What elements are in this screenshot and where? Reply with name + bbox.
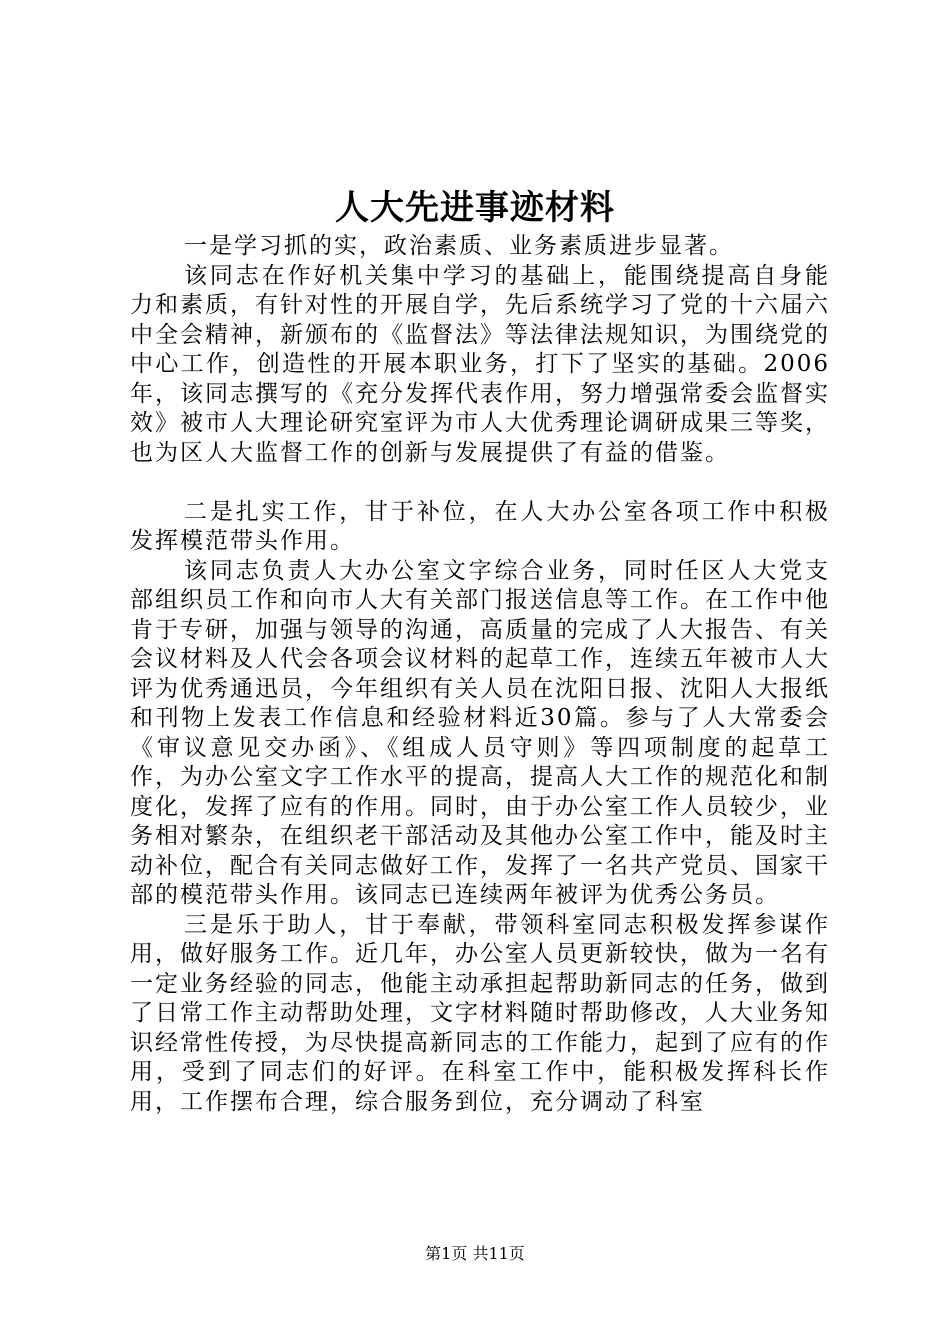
paragraph-1: 一是学习抓的实，政治素质、业务素质进步显著。 xyxy=(184,233,734,259)
document-body xyxy=(130,232,830,1117)
document-title: 人大先进事迹材料 xyxy=(335,188,615,228)
page-footer: 第1页 共11页 xyxy=(425,1244,525,1263)
paragraph-4: 该同志负责人大办公室文字综合业务，同时任区人大党支部组织员工作和向市人大有关部门报送信息等工作。在工作中他肯于专研，加强与领导的沟通，高质量的完成了人大报告、有关会议材料及人代会各项会议材料的起草工作，连续五年被市人大评为优秀通迅员，今年组织有关人员在沈阳日报、沈阳人大报纸和刊物上发表工作信息和经验材料近30篇。参与了人大常委会《审议意见交办函》、《组成人员守则》等四项制度的起草工作，为办公室文字工作水平的提高，提高人大工作的规范化和制度化，发挥了应有的作用。同时，由于办公室工作人员较少，业务相对繁杂，在组织老干部活动及其他办公室工作中，能及时主动补位，配合有关同志做好工作，发挥了一名共产党员、国家干部的模范带头作用。该同志已连续两年被评为优秀公务员。 xyxy=(130,557,830,908)
paragraph-3: 二是扎实工作，甘于补位，在人大办公室各项工作中积极发挥模范带头作用。 xyxy=(130,498,830,554)
paragraph-2: 该同志在作好机关集中学习的基础上，能围绕提高自身能力和素质，有针对性的开展自学，先后系统学习了党的十六届六中全会精神，新颁布的《监督法》等法律法规知识，为围绕党的中心工作，创造性的开展本职业务，打下了坚实的基础。2006年，该同志撰写的《充分发挥代表作用，努力增强常委会监督实效》被市人大理论研究室评为市人大优秀理论调研成果三等奖，也为区人大监督工作的创新与发展提供了有益的借鉴。 xyxy=(130,262,830,466)
paragraph-5: 三是乐于助人，甘于奉献，带领科室同志积极发挥参谋作用，做好服务工作。近几年，办公室人员更新较快，做为一名有一定业务经验的同志，他能主动承担起帮助新同志的任务，做到了日常工作主动帮助处理，文字材料随时帮助修改，人大业务知识经常性传授，为尽快提高新同志的工作能力，起到了应有的作用，受到了同志们的好评。在科室工作中，能积极发挥科长作用，工作摆布合理，综合服务到位，充分调动了科室 xyxy=(130,911,830,1115)
